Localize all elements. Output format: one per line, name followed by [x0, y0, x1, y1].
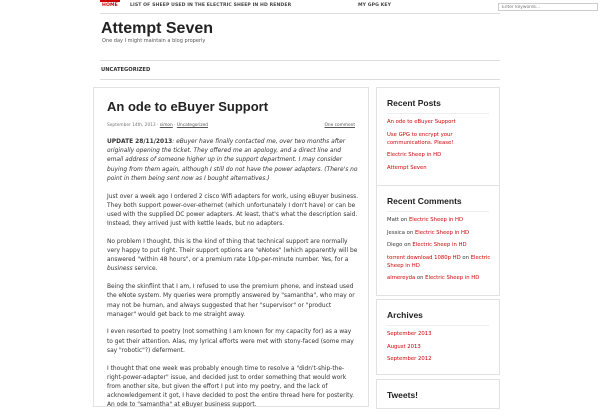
comments-link[interactable]: One comment	[324, 123, 355, 128]
recent-post-item[interactable]: Attempt Seven	[387, 164, 427, 171]
post-category-link[interactable]: Uncategorized	[176, 123, 209, 128]
paragraph-5: I thought that one week was probably enough time to resolve a "didn't-ship-the-right-power-adapter" issue, and decided just to order something that would work from another site, but given the effort I put into my poetry, and the lack of acknowledgement it got, I have decided to post the entire thread here for posterity. An ode to "samantha" at eBuyer business support.	[107, 365, 354, 409]
comment-post-link[interactable]: Electric Sheep in HD	[412, 242, 467, 248]
recent-comment-item: Matt on Electric Sheep in HD	[387, 217, 464, 223]
recent-post-item[interactable]: An ode to eBuyer Support	[387, 119, 456, 125]
comment-author[interactable]: Diego	[387, 242, 403, 248]
header-divider	[100, 60, 500, 61]
site-title[interactable]: Attempt Seven	[101, 20, 214, 37]
recent-post-item[interactable]: Use GPG to encrypt your communications. Please!	[387, 131, 454, 146]
recent-post-item[interactable]: Electric Sheep in HD	[387, 152, 442, 158]
comment-post-link[interactable]: Electric Sheep in HD	[414, 229, 470, 236]
active-indicator	[100, 0, 120, 2]
top-navigation	[100, 0, 500, 14]
update-text: : eBuyer have finally contacted me, over two months after originally opening the ticket. They offered me an apology, and a direct line and email address of someone higher up in the support department. I may consider buying from them again, although I still do not have the power adapters. (There's no point in them being sent now as I bought alternatives.)	[107, 139, 358, 182]
comment-author[interactable]: Jessica	[387, 229, 405, 236]
update-paragraph	[107, 138, 359, 184]
tweets-title: Tweets!	[387, 390, 419, 400]
catnav-divider	[100, 79, 500, 80]
post-meta: September 14th, 2013 · simon · Uncategorized	[107, 123, 209, 128]
paragraph-3: Being the skinflint that I am, I refused to use the premium phone, and instead used the eNote system. My queries were promptly answered by "samantha", who may or may not be human, and always suggested that her "supervisor" or "product manager" would get back to me straight away.	[107, 284, 355, 318]
recent-comment-item: almereyda on Electric Sheep in HD	[387, 275, 480, 281]
archive-item[interactable]: August 2013	[387, 343, 421, 350]
comment-post-link[interactable]: Electric Sheep in HD	[408, 217, 464, 223]
archives-title: Archives	[387, 310, 423, 320]
archive-item[interactable]: September 2013	[387, 331, 432, 337]
recent-posts-title: Recent Posts	[387, 98, 441, 108]
nav-sheep-list[interactable]: LIST OF SHEEP USED IN THE ELECTRIC SHEEP IN HD RENDER	[130, 3, 292, 8]
comment-author[interactable]: almereyda	[387, 275, 416, 281]
paragraph-1: Just over a week ago I ordered 2 cisco Wifi adapters for work, using eBuyer business. They both support power-over-ethernet (which unfortunately I don't have) or can be used with the supplied DC power adapters. At least, that's what the description said. Instead, they arrived just with kettle leads, but no adapters.	[107, 193, 359, 228]
category-nav-uncategorized[interactable]: UNCATEGORIZED	[101, 67, 151, 73]
recent-comment-item: Diego on Electric Sheep in HD	[387, 242, 467, 248]
comment-author[interactable]: Matt	[387, 217, 399, 223]
recent-comment-item: torrent download 1080p HD on Electric Sheep in HD	[387, 254, 491, 269]
archive-item[interactable]: September 2012	[387, 356, 432, 362]
post-date: September 14th, 2013	[107, 123, 156, 128]
comment-post-link[interactable]: Electric Sheep in HD	[425, 275, 480, 281]
nav-home[interactable]: HOME	[102, 3, 118, 8]
nav-gpg-key[interactable]: MY GPG KEY	[358, 3, 392, 8]
comment-author[interactable]: torrent download 1080p HD	[387, 254, 461, 261]
paragraph-4: I even resorted to poetry (not something I am known for my capacity for) as a way to get their attention. Alas, my lyrical efforts were met with stony-faced (some may say "robotic"?) deferment.	[107, 329, 354, 354]
widget-divider	[387, 113, 489, 114]
recent-comments-widget	[376, 185, 500, 296]
archives-widget	[376, 299, 500, 375]
comment-post-link[interactable]: Electric Sheep in HD	[387, 254, 491, 269]
post-title[interactable]: An ode to eBuyer Support	[107, 99, 269, 114]
site-description: One day I might maintain a blog properly	[102, 38, 206, 44]
post-article	[93, 87, 369, 407]
recent-posts-widget	[376, 87, 500, 190]
search-input[interactable]	[498, 3, 598, 11]
paragraph-2: No problem I thought, this is the kind of thing that technical support are normally very happy to put right. Their support options are "eNotes" (which apparently will be answered "within 48 hours", or a premium rate 10p-per-minute number. Yes, for a business service.	[107, 238, 358, 273]
widget-divider	[387, 325, 489, 326]
recent-comments-title: Recent Comments	[387, 196, 462, 206]
widget-divider	[387, 211, 489, 212]
tweets-widget	[376, 379, 500, 409]
post-content	[107, 138, 359, 419]
post-author-link[interactable]: simon	[159, 123, 173, 128]
update-label: UPDATE 28/11/2013	[107, 139, 173, 145]
recent-comment-item: Jessica on Electric Sheep in HD	[387, 229, 470, 236]
